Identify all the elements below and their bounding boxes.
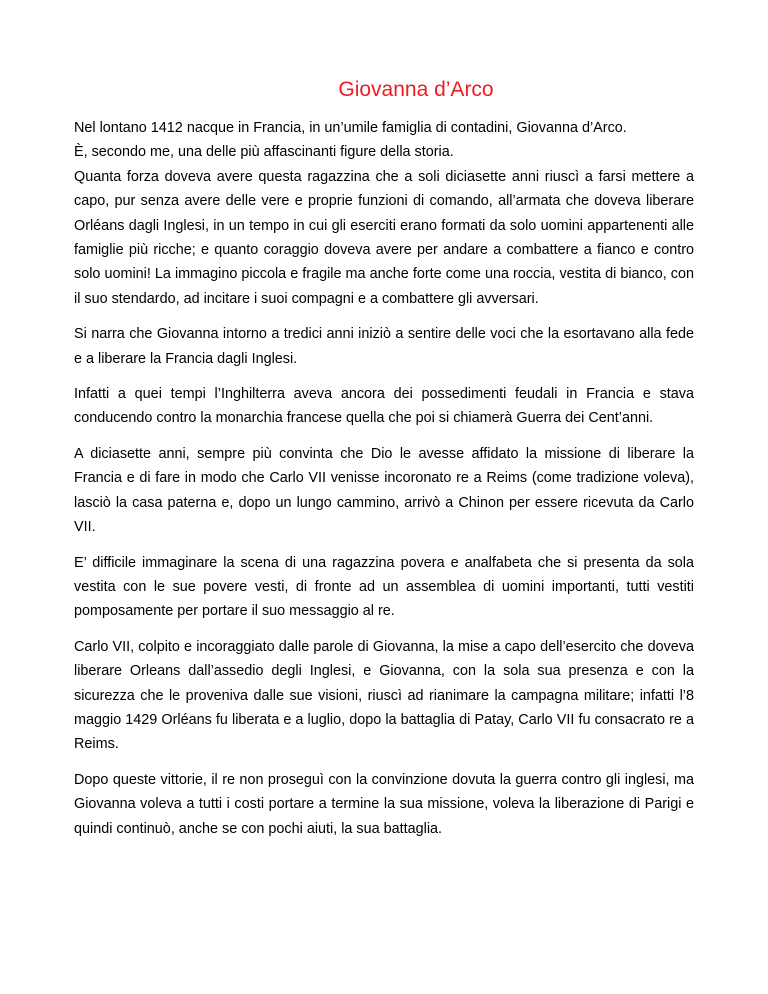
paragraph: Carlo VII, colpito e incoraggiato dalle parole di Giovanna, la mise a capo dell’esercito che doveva liberare Orleans dall’assedio degli Inglesi, e Giovanna, con la sola sua presenza e con la sicurezza che le proveniva dalle sue visioni, riuscì ad rianimare la campagna militare; infatti l’8 maggio 1429 Orléans fu liberata e a luglio, dopo la battaglia di Patay, Carlo VII fu consacrato re a Reims.	[74, 638, 694, 753]
paragraph: Si narra che Giovanna intorno a tredici anni iniziò a sentire delle voci che la esortavano alla fede e a liberare la Francia dagli Inglesi.	[74, 326, 694, 367]
paragraph: A diciasette anni, sempre più convinta che Dio le avesse affidato la missione di liberare la Francia e di fare in modo che Carlo VII venisse incoronato re a Reims (come tradizione voleva), lasciò la casa paterna e, dopo un lungo cammino, arrivò a Chinon per essere ricevuta da Carlo VII.	[74, 445, 694, 536]
paragraph: E’ difficile immaginare la scena di una ragazzina povera e analfabeta che si presenta da sola vestita con le sue povere vesti, di fronte ad un assemblea di uomini importanti, tutti vestiti pomposamente per portare il suo messaggio al re.	[74, 554, 694, 620]
intro-line: Nel lontano 1412 nacque in Francia, in un’umile famiglia di contadini, Giovanna d’Arco.	[74, 120, 627, 136]
paragraph: Quanta forza doveva avere questa ragazzina che a soli diciasette anni riuscì a farsi mettere a capo, pur senza avere delle vere e proprie funzioni di comando, all’armata che doveva liberare Orléans dagli Inglesi, in un tempo in cui gli eserciti erano formati da solo uomini appartenenti alle famiglie più ricche; e quanto coraggio doveva avere per andare a combattere a fianco e contro solo uomini! La immagino piccola e fragile ma anche forte come una roccia, vestita di bianco, con il suo stendardo, ad incitare i suoi compagni e a combattere gli avversari.	[74, 168, 694, 307]
paragraph: Infatti a quei tempi l’Inghilterra aveva ancora dei possedimenti feudali in Francia e stava conducendo contro la monarchia francese quella che poi si chiamerà Guerra dei Cent’anni.	[74, 386, 694, 427]
intro-line: È, secondo me, una delle più affascinanti figure della storia.	[74, 144, 454, 161]
document-title: Giovanna d’Arco	[338, 78, 494, 101]
document-page	[74, 78, 694, 852]
paragraph: Dopo queste vittorie, il re non proseguì con la convinzione dovuta la guerra contro gli inglesi, ma Giovanna voleva a tutti i costi portare a termine la sua missione, voleva la liberazione di Parigi e quindi continuò, anche se con pochi aiuti, la sua battaglia.	[74, 771, 694, 837]
